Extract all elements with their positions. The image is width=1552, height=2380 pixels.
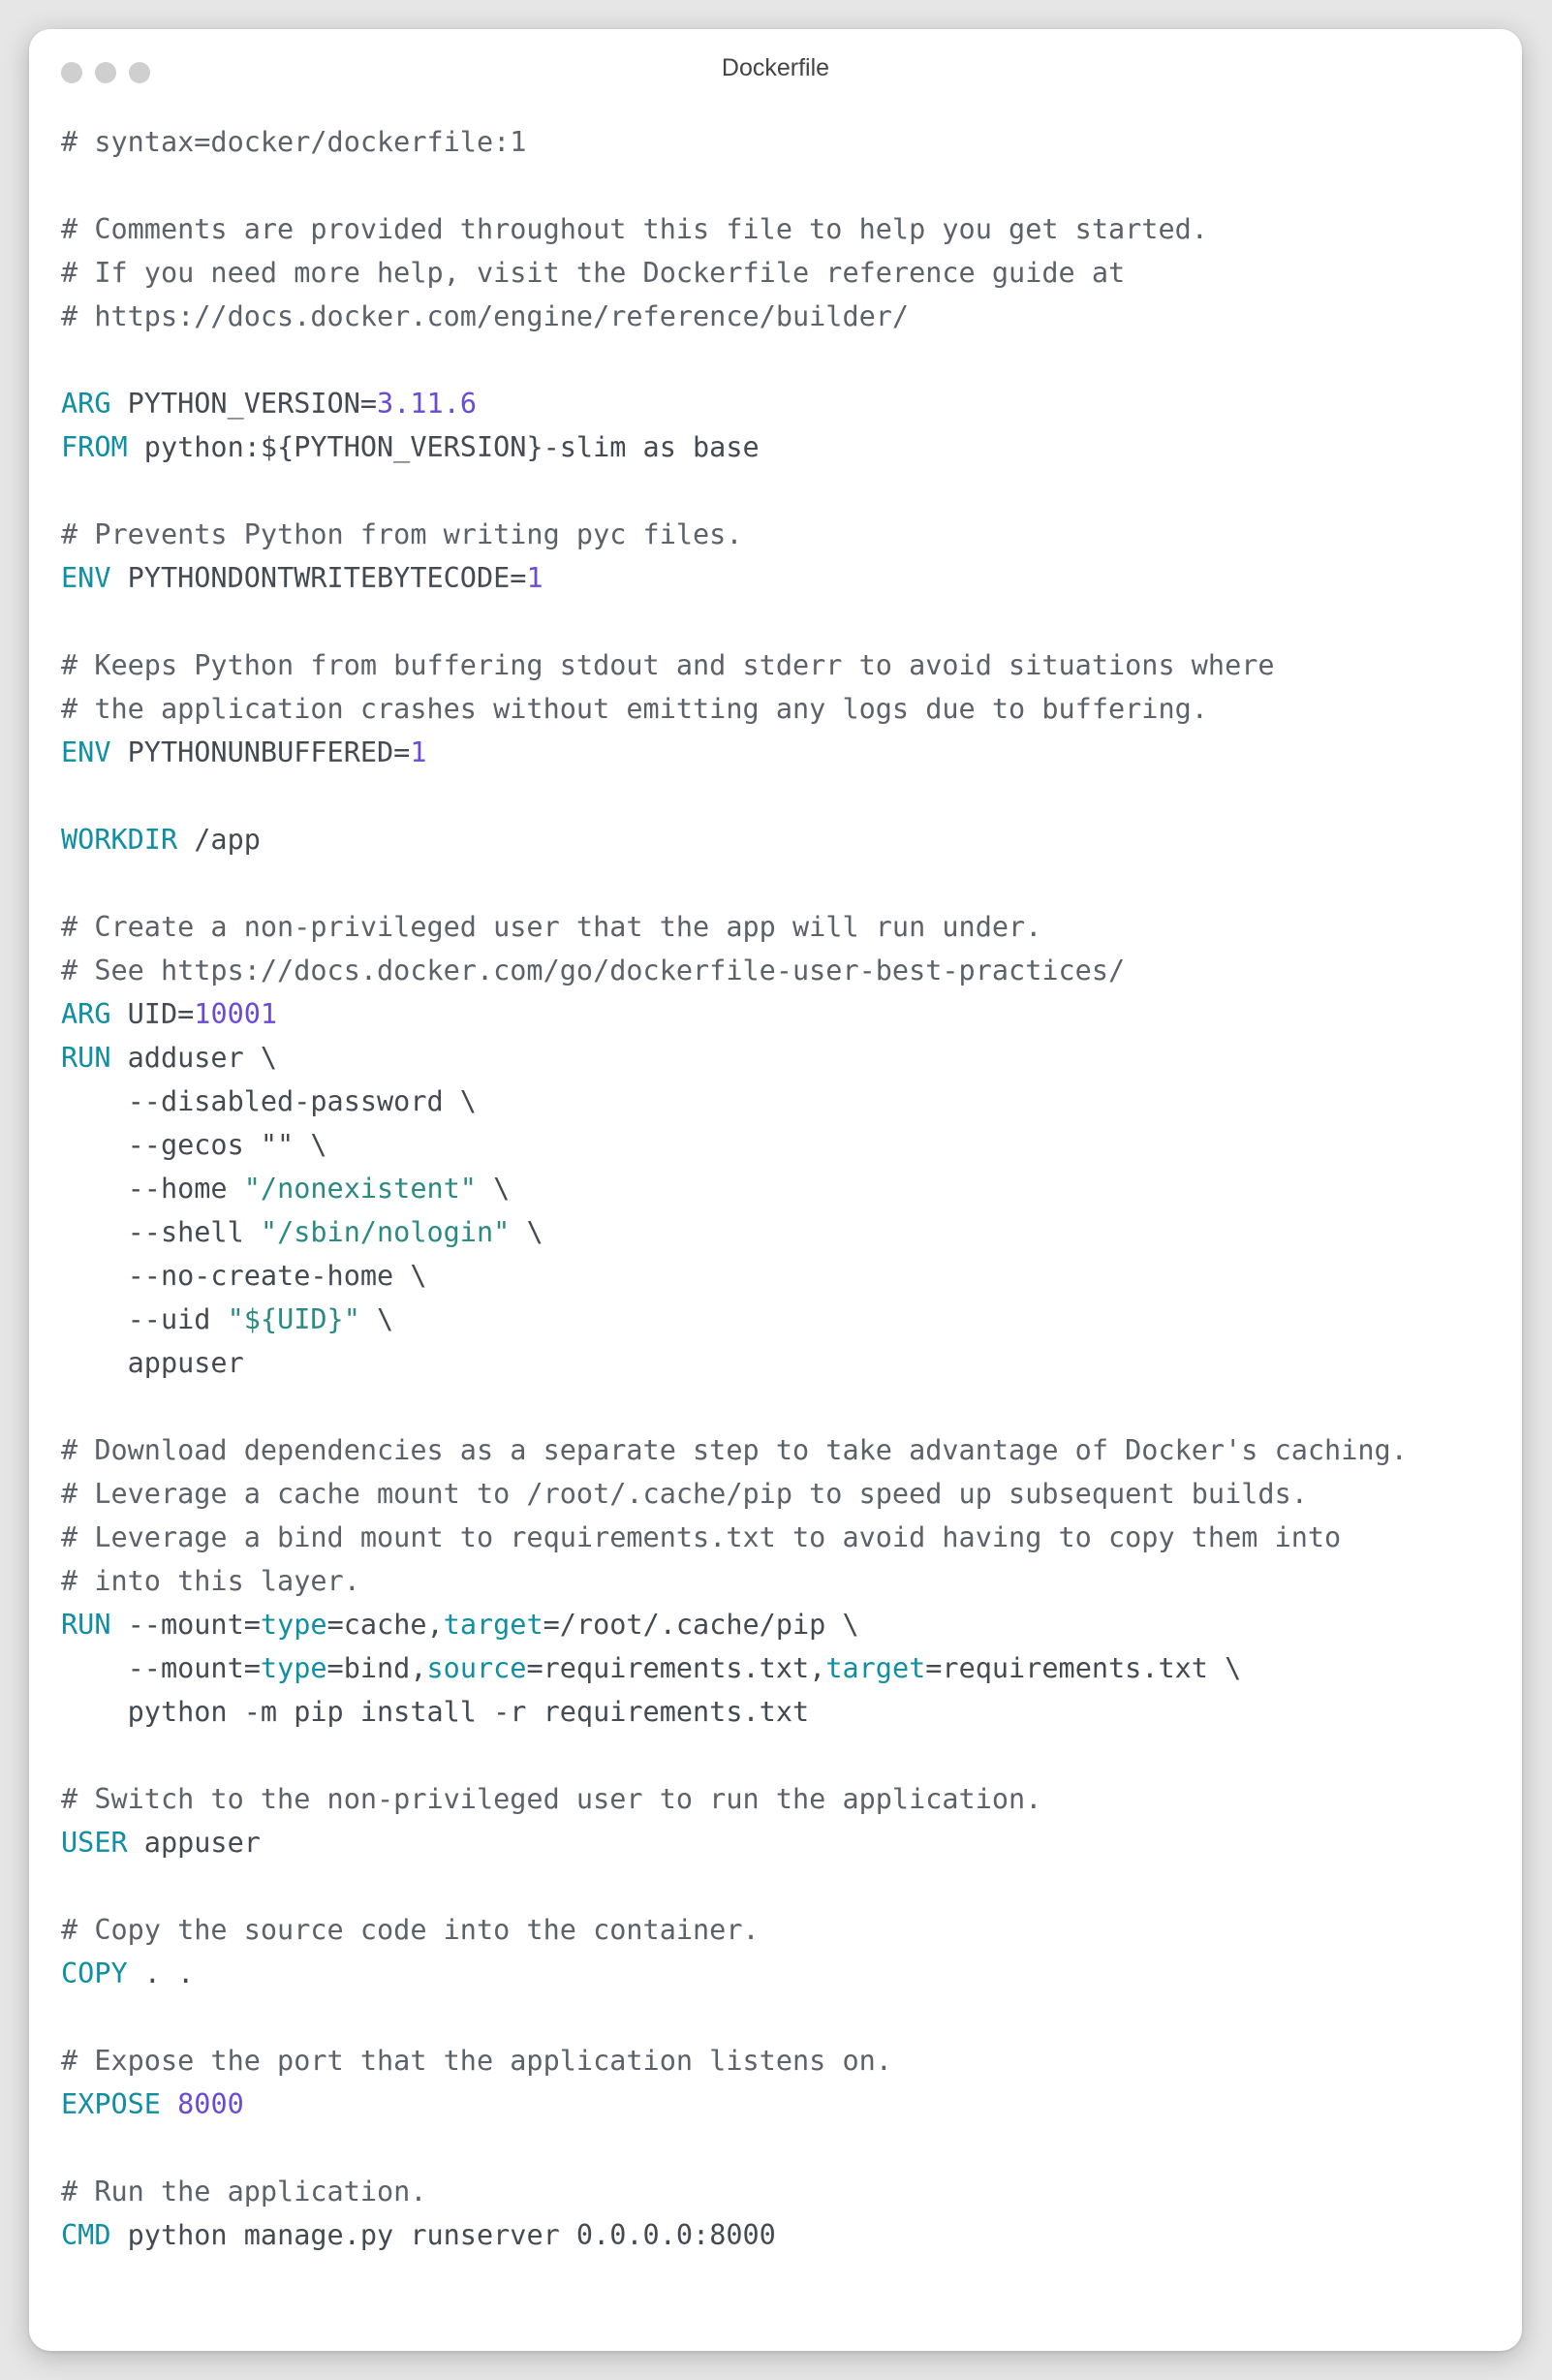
code-token: =requirements.txt \ xyxy=(925,1652,1242,1684)
code-line xyxy=(61,1603,1503,1646)
code-token: ARG xyxy=(61,998,111,1030)
code-token: adduser \ xyxy=(110,1042,278,1074)
code-line xyxy=(61,1123,1503,1167)
code-token: 1 xyxy=(526,562,543,594)
code-token: \ xyxy=(510,1216,543,1248)
code-line xyxy=(61,1080,1503,1123)
code-token: # https://docs.docker.com/engine/reference/builder/ xyxy=(61,300,910,332)
code-token: --disabled-password \ xyxy=(61,1085,477,1117)
code-line xyxy=(61,2170,1503,2213)
code-line xyxy=(61,1952,1503,1995)
code-line xyxy=(61,513,1503,556)
code-token xyxy=(161,2088,177,2120)
code-line xyxy=(61,1385,1503,1428)
code-token: --gecos "" \ xyxy=(61,1129,327,1161)
code-token: # syntax=docker/dockerfile:1 xyxy=(61,126,527,158)
window-title: Dockerfile xyxy=(721,54,830,81)
code-token: # Keeps Python from buffering stdout and stderr to avoid situations where xyxy=(61,649,1275,681)
code-line xyxy=(61,1167,1503,1210)
code-line xyxy=(61,1472,1503,1516)
code-token: USER xyxy=(61,1827,128,1859)
code-line xyxy=(61,1995,1503,2039)
code-line xyxy=(61,1734,1503,1777)
code-token: EXPOSE xyxy=(61,2088,161,2120)
code-area[interactable] xyxy=(61,120,1503,2257)
code-line xyxy=(61,949,1503,992)
code-token: # Prevents Python from writing pyc files. xyxy=(61,518,743,550)
code-token: source xyxy=(426,1652,527,1684)
code-token: --no-create-home \ xyxy=(61,1260,427,1292)
code-token: \ xyxy=(359,1303,394,1335)
code-token: # the application crashes without emitting any logs due to buffering. xyxy=(61,693,1208,725)
code-token: =requirements.txt, xyxy=(526,1652,826,1684)
code-token: 8000 xyxy=(177,2088,244,2120)
title-bar xyxy=(29,29,1522,120)
code-token: appuser xyxy=(61,1347,244,1379)
code-token: \ xyxy=(476,1173,511,1205)
code-token: PYTHONDONTWRITEBYTECODE= xyxy=(110,562,527,594)
code-line xyxy=(61,905,1503,949)
code-line xyxy=(61,1821,1503,1864)
code-token: RUN xyxy=(61,1042,111,1074)
code-token: # Copy the source code into the container. xyxy=(61,1914,760,1946)
code-line xyxy=(61,1646,1503,1690)
code-token: # Comments are provided throughout this file to help you get started. xyxy=(61,213,1208,245)
code-line xyxy=(61,992,1503,1036)
code-line xyxy=(61,731,1503,774)
editor-window xyxy=(29,29,1522,2351)
code-line xyxy=(61,774,1503,818)
code-line xyxy=(61,425,1503,469)
code-token: target xyxy=(825,1652,926,1684)
code-token: # Expose the port that the application listens on. xyxy=(61,2045,892,2077)
code-line xyxy=(61,1559,1503,1603)
code-line xyxy=(61,1777,1503,1821)
code-token: =bind, xyxy=(326,1652,427,1684)
code-token: # Switch to the non-privileged user to run the application. xyxy=(61,1783,1042,1815)
code-token: ARG xyxy=(61,388,111,420)
code-line xyxy=(61,556,1503,600)
code-line xyxy=(61,1036,1503,1080)
code-line xyxy=(61,818,1503,861)
code-token: --uid xyxy=(61,1303,228,1335)
code-token: # See https://docs.docker.com/go/dockerfile-user-best-practices/ xyxy=(61,955,1126,986)
code-token: python -m pip install -r requirements.txt xyxy=(61,1696,810,1728)
code-line xyxy=(61,643,1503,687)
code-line xyxy=(61,1210,1503,1254)
code-token: target xyxy=(443,1609,543,1641)
code-token: type xyxy=(260,1609,327,1641)
code-token: "/sbin/nologin" xyxy=(260,1216,511,1248)
code-line xyxy=(61,1428,1503,1472)
code-token: --home xyxy=(61,1173,244,1205)
code-token: CMD xyxy=(61,2219,111,2251)
code-token: # Download dependencies as a separate step to take advantage of Docker's caching. xyxy=(61,1434,1408,1466)
code-line xyxy=(61,687,1503,731)
code-token: "/nonexistent" xyxy=(243,1173,477,1205)
code-token: # into this layer. xyxy=(61,1565,360,1597)
code-token: type xyxy=(260,1652,327,1684)
code-line xyxy=(61,1298,1503,1341)
code-token: ENV xyxy=(61,736,111,768)
code-token: python:${PYTHON_VERSION}-slim as base xyxy=(127,431,760,463)
code-line xyxy=(61,2039,1503,2082)
code-line xyxy=(61,164,1503,207)
code-token: # If you need more help, visit the Dockerfile reference guide at xyxy=(61,257,1126,289)
code-line xyxy=(61,338,1503,382)
code-token: # Create a non-privileged user that the app will run under. xyxy=(61,911,1042,943)
code-line xyxy=(61,120,1503,164)
code-token: WORKDIR xyxy=(61,824,178,856)
code-token: . . xyxy=(127,1957,195,1989)
code-token: 1 xyxy=(410,736,427,768)
code-token: 10001 xyxy=(194,998,278,1030)
code-token: # Run the application. xyxy=(61,2176,427,2208)
code-token: --shell xyxy=(61,1216,261,1248)
code-token: /app xyxy=(177,824,261,856)
code-line xyxy=(61,207,1503,251)
code-line xyxy=(61,1864,1503,1908)
code-line xyxy=(61,861,1503,905)
code-token: PYTHON_VERSION= xyxy=(110,388,378,420)
code-token: PYTHONUNBUFFERED= xyxy=(110,736,411,768)
code-token: =cache, xyxy=(326,1609,444,1641)
code-line xyxy=(61,2082,1503,2126)
code-token: # Leverage a bind mount to requirements.txt to avoid having to copy them into xyxy=(61,1521,1342,1553)
code-line xyxy=(61,2213,1503,2257)
code-token: # Leverage a cache mount to /root/.cache/pip to speed up subsequent builds. xyxy=(61,1478,1308,1510)
code-token: python manage.py runserver 0.0.0.0:8000 xyxy=(110,2219,776,2251)
code-token: FROM xyxy=(61,431,128,463)
code-line xyxy=(61,2126,1503,2170)
code-token: UID= xyxy=(110,998,195,1030)
code-token: COPY xyxy=(61,1957,128,1989)
code-line xyxy=(61,1516,1503,1559)
code-line xyxy=(61,1341,1503,1385)
code-token: "${UID}" xyxy=(227,1303,360,1335)
code-token: 3.11.6 xyxy=(377,388,477,420)
code-token: appuser xyxy=(127,1827,261,1859)
code-line xyxy=(61,251,1503,295)
code-token: =/root/.cache/pip \ xyxy=(543,1609,859,1641)
code-token: --mount= xyxy=(110,1609,261,1641)
code-line xyxy=(61,295,1503,338)
code-line xyxy=(61,469,1503,513)
code-token: --mount= xyxy=(61,1652,261,1684)
code-line xyxy=(61,1908,1503,1952)
code-line xyxy=(61,382,1503,425)
code-line xyxy=(61,1254,1503,1298)
code-line xyxy=(61,600,1503,643)
code-token: ENV xyxy=(61,562,111,594)
code-line xyxy=(61,1690,1503,1734)
code-token: RUN xyxy=(61,1609,111,1641)
